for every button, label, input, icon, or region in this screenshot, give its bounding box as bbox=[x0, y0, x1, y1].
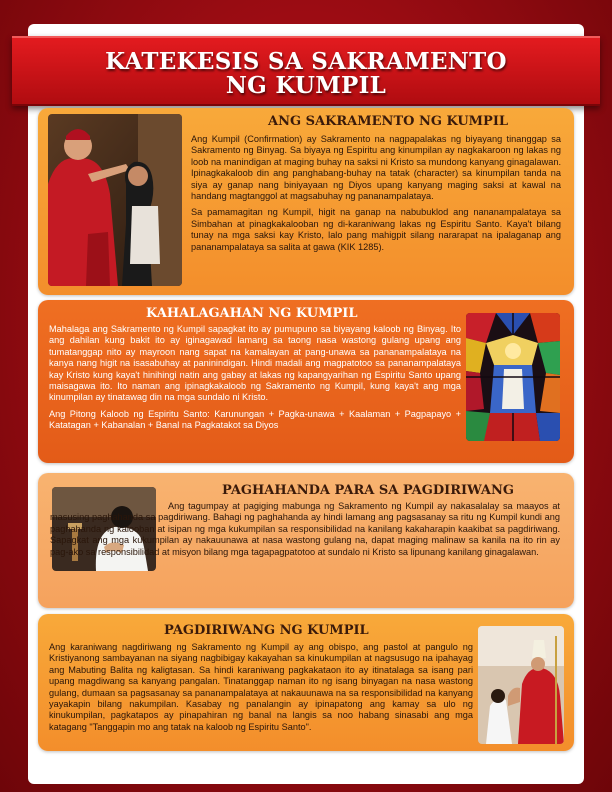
section-heading: KAHALAGAHAN NG KUMPIL bbox=[146, 306, 358, 321]
section-body bbox=[50, 501, 560, 558]
section-body bbox=[191, 134, 561, 253]
section-paragraph: Mahalaga ang Sakramento ng Kumpil sapagkat ito ay pumupuno sa biyayang kaloob ng Binyag. Ito ang dahilan kung bakit ito ay iginagawad lamang sa taong nasa wastong gulang upang ang tumatanggap nito ay mayroon nang sapat na kamalayan at pang-unawa sa pananampalataya na kanya nang higit na isasabuhay at paninindigan. Hindi madali ang magpatotoo sa pananampalataya kay Kristo kung kaya't hinihingi natin ang gabay at lakas ng kapangyarihan ng Espiritu Santo upang maisagawa ito. Ito naman ang ipinagkakaloob ng Sakramento ng Kumpil, kung kaya't ang mga kinumpilan ay tinatawag din na mga sundalo ni Kristo. bbox=[49, 324, 461, 403]
section-paragraph: Ang Kumpil (Confirmation) ay Sakramento na nagpapalakas ng biyayang tinanggap sa Sakramento ng Binyag. Sa biyaya ng Espiritu ang kinumpilan ay nagkakaroon ng lakas ng loob na manindigan at maging buhay na saksi ni Kristo sa mundong kanyang ginagalawan. Ipinagkakaloob din ang panghabang-buhay na tatak (character) sa kinumpilan tanda na siya ay ganap nang biniyayaan ng Diyos upang kanyang maging saksi at kawal na handang magtanggol at magsabuhay ng pananampalataya. bbox=[191, 134, 561, 202]
section-pagdiriwang bbox=[38, 614, 574, 751]
bishop-confirmation-photo bbox=[478, 626, 564, 744]
section-paragraph: Sa pamamagitan ng Kumpil, higit na ganap na nabubuklod ang nananampalataya sa Simbahan at pinagkakalooban ng di-karaniwang lakas ng Espiritu Santo. Kaya't bilang tunay na mga saksi kay Kristo, lalo pang mahigpit silang nararapat na ipalaganap ang pananampalataya sa salita at gawa (KIK 1285). bbox=[191, 207, 561, 252]
section-paghahanda bbox=[38, 473, 574, 608]
section-heading: ANG SAKRAMENTO NG KUMPIL bbox=[268, 114, 509, 129]
cardinal-confirmation-photo bbox=[48, 114, 182, 286]
section-heading: PAGDIRIWANG NG KUMPIL bbox=[164, 623, 369, 638]
section-body bbox=[49, 642, 473, 733]
page-title bbox=[12, 38, 600, 98]
title-banner bbox=[12, 36, 600, 106]
section-kahalagahan bbox=[38, 300, 574, 463]
section-paragraph: Ang karaniwang nagdiriwang ng Sakramento ng Kumpil ay ang obispo, ang pastol at pangulo ng Kristiyanong sambayanan na siyang nagbibigay kakayahan sa kinukumpilan at nagsusugo na ipahayag ang Mabuting Balita ng kaligtasan. Sa hindi karaniwang pagkakataon ito ay itinatalaga sa isang pari upang magdiwang sa kanyang pangalan. Tinatanggap naman ito ng isang binyagan na nasa wastong gulang, dumaan sa pagsasanay sa pananampalataya at nakauunawa na sa responsibilidad na kanyang yayakapin bilang nakumpilan. Kasabay ng panalangin ay ipinapatong ang kamay sa ulo ng kinukumpilan, pagkatapos ay pinapahiran ng banal na langis sa noo habang sinasabi ang mga katagang "Tanggapin mo ang tatak na kaloob ng Espiritu Santo". bbox=[49, 642, 473, 732]
title-line-1: KATEKESIS SA SAKRAMENTO bbox=[105, 48, 507, 75]
section-paragraph: Ang tagumpay at pagiging mabunga ng Sakramento ng Kumpil ay nakasalalay sa maayos at masusing paghahanda sa pagdiriwang. Bahagi ng paghahanda ay hindi lamang ang pagsasanay sa ritu ng Kumpil kundi ang paghahanda ng kalooban at isipan ng mga kukumpilan sa responsibilidad na kanilang kakaharapin kaakibat sa pagdiriwang. Sapagkat ang mga kukumpilan ay nakauunawa at nasa wastong gulang na, dapat maging malinaw sa kanila na ito rin ay pag-ako sa responsibilidad at misyon bilang mga tagapagpatotoo at sundalo ni Kristo sa lipunang kanilang ginagalawan. bbox=[50, 501, 560, 557]
section-sakramento bbox=[38, 108, 574, 295]
title-line-2: NG KUMPIL bbox=[225, 72, 387, 99]
stained-glass-photo bbox=[466, 313, 560, 441]
section-heading: PAGHAHANDA PARA SA PAGDIRIWANG bbox=[222, 483, 514, 498]
section-body bbox=[49, 324, 461, 432]
section-paragraph: Ang Pitong Kaloob ng Espiritu Santo: Karunungan + Pagka-unawa + Kaalaman + Pagpapayo + Katatagan + Kabanalan + Banal na Pagkatakot sa Diyos bbox=[49, 408, 461, 431]
